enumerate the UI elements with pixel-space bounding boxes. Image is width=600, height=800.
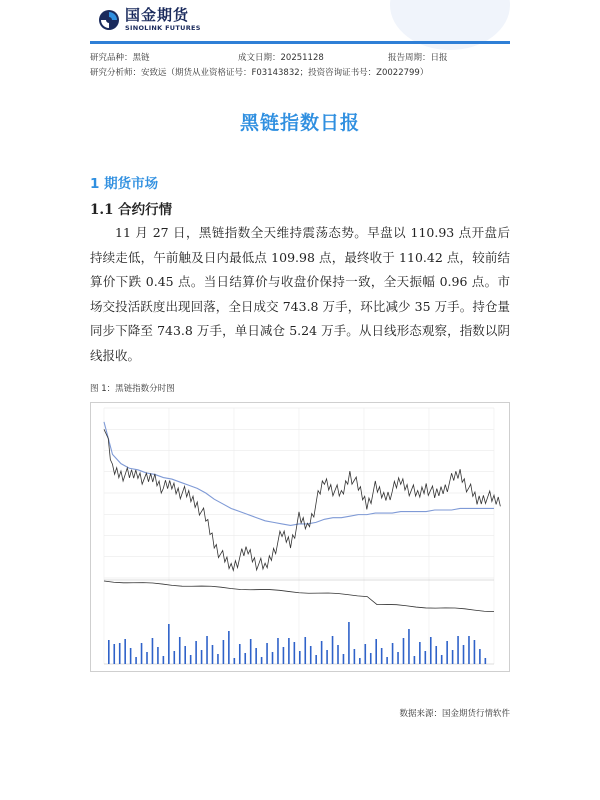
volume-bar [206,636,208,664]
volume-bar [354,649,356,664]
meta-period: 报告周期：日报 [388,53,448,63]
volume-bar [228,631,230,664]
volume-bar [234,658,236,664]
volume-bar [190,655,192,664]
volume-bar [474,640,476,664]
volume-bar [425,651,427,664]
volume-bar [283,647,285,664]
volume-bar [381,648,383,664]
volume-bar [430,637,432,664]
logo-icon [98,9,120,31]
volume-bar [135,657,137,664]
volume-bar [364,644,366,664]
volume-bar [255,648,257,664]
volume-bar [184,646,186,664]
volume-bar [277,638,279,664]
volume-bar [173,651,175,664]
volume-bar [326,650,328,664]
volume-bar [446,641,448,664]
figure-caption: 图 1：黑链指数分时图 [90,384,175,394]
section-heading: 1 期货市场 [90,176,159,192]
volume-bar [435,646,437,664]
header-rule [90,41,510,44]
intraday-chart [90,402,510,672]
volume-bar [408,629,410,664]
company-logo [98,8,201,32]
volume-bar [119,643,121,664]
volume-bar [457,636,459,664]
volume-bar [261,657,263,664]
volume-bar [386,657,388,664]
volume-bar [294,642,296,664]
volume-bar [223,640,225,664]
volume-bar [152,638,154,664]
volume-bar [485,658,487,664]
volume-bar [157,647,159,664]
logo-en-text: SINOLINK FUTURES [125,24,201,32]
volume-bar [441,655,443,664]
volume-bar [168,624,170,664]
volume-bar [146,652,148,664]
market-paragraph: 11 月 27 日，黑链指数全天维持震荡态势。早盘以 110.93 点开盘后持续走低，午前触及日内最低点 109.98 点，最终收于 110.42 点，较前结算价下跌 0.45 点。当日结算价与收盘价保持一致，全天振幅 0.96 点。市场交投活跃度出现回落，全日成交 743.8 万手，环比减少 35 万手。持仓量同步下降至 743.8 万手，单日减仓 5.24 万手。从日线形态观察，指数以阴线报收。 [90,225,510,363]
volume-bar [452,650,454,664]
volume-bar [266,643,268,664]
volume-bar [348,622,350,664]
volume-bar [343,654,345,664]
volume-bar [310,646,312,664]
meta-date: 成文日期：20251128 [238,53,324,63]
report-title: 黑链指数日报 [239,112,360,134]
volume-bar [419,642,421,664]
volume-bar [163,656,165,664]
subsection-heading: 1.1 合约行情 [90,202,173,218]
volume-bar [195,641,197,664]
volume-bar [375,639,377,664]
volume-bar [179,637,181,664]
meta-variety: 研究品种：黑链 [90,53,150,63]
volume-bar [244,653,246,664]
volume-bar [370,653,372,664]
volume-bar [392,643,394,664]
volume-bar [321,641,323,664]
volume-bar [332,636,334,664]
volume-bar [141,643,143,664]
volume-bar [130,648,132,664]
logo-cn-text: 国金期货 [125,6,190,24]
volume-bar [337,645,339,664]
volume-bar [250,639,252,664]
volume-bar [463,645,465,664]
volume-bar [124,639,126,664]
chart-frame [91,403,510,672]
volume-bar [217,654,219,664]
volume-bar [414,656,416,664]
volume-bar [304,637,306,664]
report-header [0,0,600,46]
data-source: 数据来源：国金期货行情软件 [399,709,510,719]
volume-bar [288,638,290,664]
volume-bar [359,658,361,664]
meta-analyst: 研究分析师：安致远（期货从业资格证号：F03143832；投资咨询证书号：Z0022799） [90,68,429,78]
volume-bar [315,655,317,664]
volume-bar [479,649,481,664]
volume-bar [113,644,115,664]
volume-bar [468,636,470,664]
volume-bar [201,650,203,664]
volume-bar [299,651,301,664]
volume-bar [272,652,274,664]
volume-bar [212,645,214,664]
volume-bar [239,644,241,664]
volume-bar [108,640,110,664]
volume-bar [403,638,405,664]
volume-bar [397,652,399,664]
